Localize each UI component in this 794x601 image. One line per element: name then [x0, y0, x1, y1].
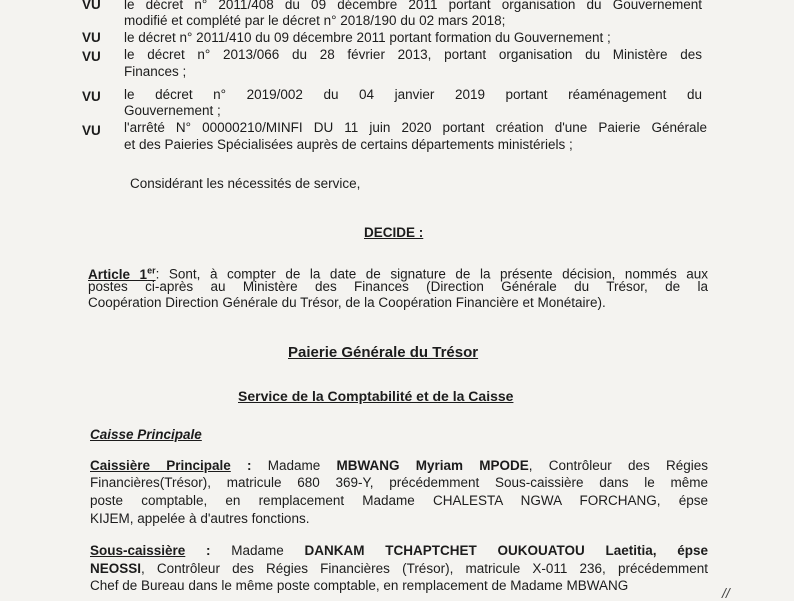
consideration-5-line-1: l'arrêté N° 00000210/MINFI DU 11 juin 2020 portant création d'une Paierie Générale — [124, 120, 707, 135]
vu-label: VU — [82, 0, 101, 12]
vu-label: VU — [82, 49, 101, 64]
vu-label: VU — [82, 30, 101, 45]
entry-1-line-2: Financières(Trésor), matricule 680 369-Y, précédemment Sous-caissière dans le même — [90, 475, 708, 490]
margin-mark: // — [722, 585, 730, 601]
article-1-line-2: postes ci-après au Ministère des Finances (Direction Générale du Trésor, de la — [88, 279, 708, 294]
entry-1-intro: Madame — [251, 458, 337, 473]
consideration-5-line-2: et des Paieries Spécialisées auprès de certains départements ministériels ; — [124, 137, 573, 152]
section-title — [288, 345, 478, 361]
entry-1-line-4: KIJEM, appelée à d'autres fonctions. — [90, 511, 310, 526]
entry-1-line-1 — [90, 458, 708, 474]
article-1-sup: er — [147, 265, 156, 275]
entry-2-rest: , Contrôleur des Régies Financières (Trésor), matricule X-011 236, précédemment — [141, 561, 708, 576]
entry-2-intro: Madame — [210, 543, 305, 558]
entry-2-colon: : — [185, 543, 211, 558]
subsection-title — [90, 427, 202, 443]
service-title-text: Service de la Comptabilité et de la Caisse — [238, 388, 514, 404]
entry-1-name: MBWANG Myriam MPODE — [336, 458, 529, 473]
consideration-3-line-2: Finances ; — [124, 64, 187, 79]
entry-2-line-1 — [90, 543, 708, 559]
entry-1-colon: : — [230, 458, 252, 473]
entry-2-line-2 — [90, 561, 708, 577]
entry-2-line-3: Chef de Bureau dans le même poste comptable, en remplacement de Madame MBWANG — [90, 578, 629, 593]
considerant-text: Considérant les nécessités de service, — [130, 176, 361, 191]
entry-2-role: Sous-caissière — [90, 543, 186, 558]
consideration-4-line-2: Gouvernement ; — [124, 103, 221, 118]
consideration-4-line-1: le décret n° 2019/002 du 04 janvier 2019 portant réaménagement du — [124, 87, 702, 102]
section-title-text: Paierie Générale du Trésor — [288, 344, 479, 361]
entry-2-name-cont: NEOSSI — [90, 561, 142, 576]
entry-1-role: Caissière Principale — [90, 458, 231, 473]
service-title — [238, 388, 513, 404]
article-1-line-3: Coopération Direction Générale du Trésor, de la Coopération Financière et Monétaire). — [88, 295, 606, 310]
article-1-label: Article 1 — [88, 266, 148, 282]
article-1-text: : Sont, à compter de la date de signature de la présente décision, nommés aux — [155, 266, 709, 282]
consideration-1-line-1: le décret n° 2011/408 du 09 décembre 2011 portant organisation du Gouvernement — [124, 0, 702, 12]
entry-1-line-3: poste comptable, en remplacement Madame CHALESTA NGWA FORCHANG, épse — [90, 493, 708, 508]
consideration-3-line-1: le décret n° 2013/066 du 28 février 2013, portant organisation du Ministère des — [124, 47, 702, 62]
subsection-text: Caisse Principale — [90, 427, 202, 442]
entry-1-rest: , Contrôleur des Régies — [528, 458, 708, 473]
vu-label: VU — [82, 123, 101, 138]
consideration-2-line-1: le décret n° 2011/410 du 09 décembre 2011 portant formation du Gouvernement ; — [124, 30, 611, 45]
consideration-1-line-2: modifié et complété par le décret n° 2018/190 du 02 mars 2018; — [124, 13, 506, 28]
decide-heading — [364, 225, 423, 241]
entry-2-name: DANKAM TCHAPTCHET OUKOUATOU Laetitia, épse — [304, 543, 708, 558]
vu-label: VU — [82, 89, 101, 104]
decide-text: DECIDE : — [364, 225, 424, 240]
